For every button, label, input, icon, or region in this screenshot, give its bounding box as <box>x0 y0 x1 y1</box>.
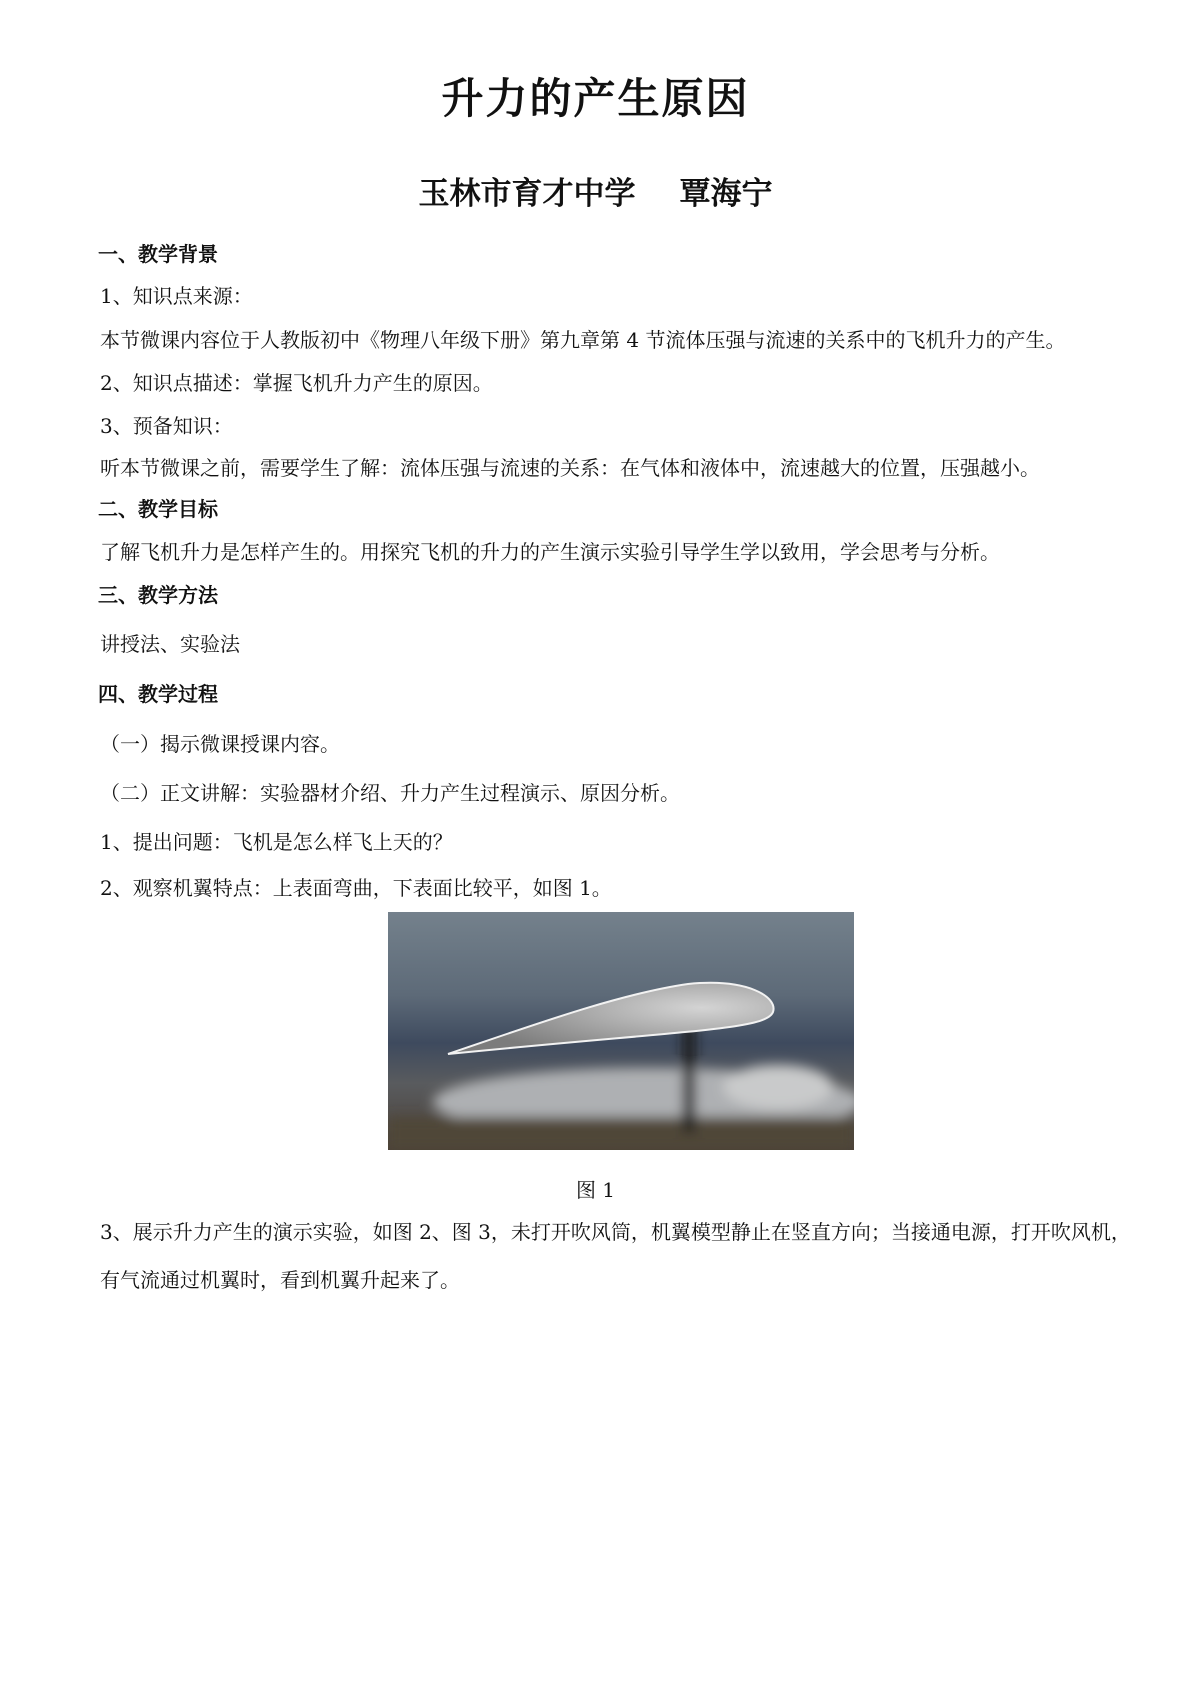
process-part1: （一）揭示微课授课内容。 <box>100 732 340 756</box>
prerequisite-label: 3、预备知识： <box>100 414 233 438</box>
section-heading-background: 一、教学背景 <box>98 242 218 266</box>
knowledge-source-text: 本节微课内容位于人教版初中《物理八年级下册》第九章第 4 节流体压强与流速的关系中的飞机升力的产生。 <box>100 328 1066 352</box>
figure-caption: 图 1 <box>575 1178 616 1202</box>
page-title: 升力的产生原因 <box>441 74 750 123</box>
school-name: 玉林市育才中学 <box>418 176 636 212</box>
methods-text: 讲授法、实验法 <box>100 632 240 656</box>
process-step2: 2、观察机翼特点：上表面弯曲，下表面比较平，如图 1。 <box>100 876 612 900</box>
knowledge-source-label: 1、知识点来源： <box>100 284 253 308</box>
page-subtitle <box>0 168 1191 213</box>
section-heading-process: 四、教学过程 <box>98 682 218 706</box>
process-step3-line1: 3、展示升力产生的演示实验，如图 2、图 3，未打开吹风筒，机翼模型静止在竖直方向；当接通电源，打开吹风机， <box>100 1220 1131 1244</box>
process-step1: 1、提出问题：飞机是怎么样飞上天的？ <box>100 830 453 854</box>
section-heading-methods: 三、教学方法 <box>98 583 218 607</box>
author-name: 覃海宁 <box>679 176 773 212</box>
section-heading-goals: 二、教学目标 <box>98 497 218 521</box>
prerequisite-text: 听本节微课之前，需要学生了解：流体压强与流速的关系：在气体和液体中，流速越大的位置，压强越小。 <box>100 456 1040 480</box>
knowledge-description: 2、知识点描述：掌握飞机升力产生的原因。 <box>100 371 493 395</box>
goals-text: 了解飞机升力是怎样产生的。用探究飞机的升力的产生演示实验引导学生学以致用，学会思考与分析。 <box>100 540 1000 564</box>
figure-airfoil-photo <box>388 912 854 1150</box>
process-step3-line2: 有气流通过机翼时，看到机翼升起来了。 <box>100 1268 460 1292</box>
process-part2: （二）正文讲解：实验器材介绍、升力产生过程演示、原因分析。 <box>100 781 680 805</box>
